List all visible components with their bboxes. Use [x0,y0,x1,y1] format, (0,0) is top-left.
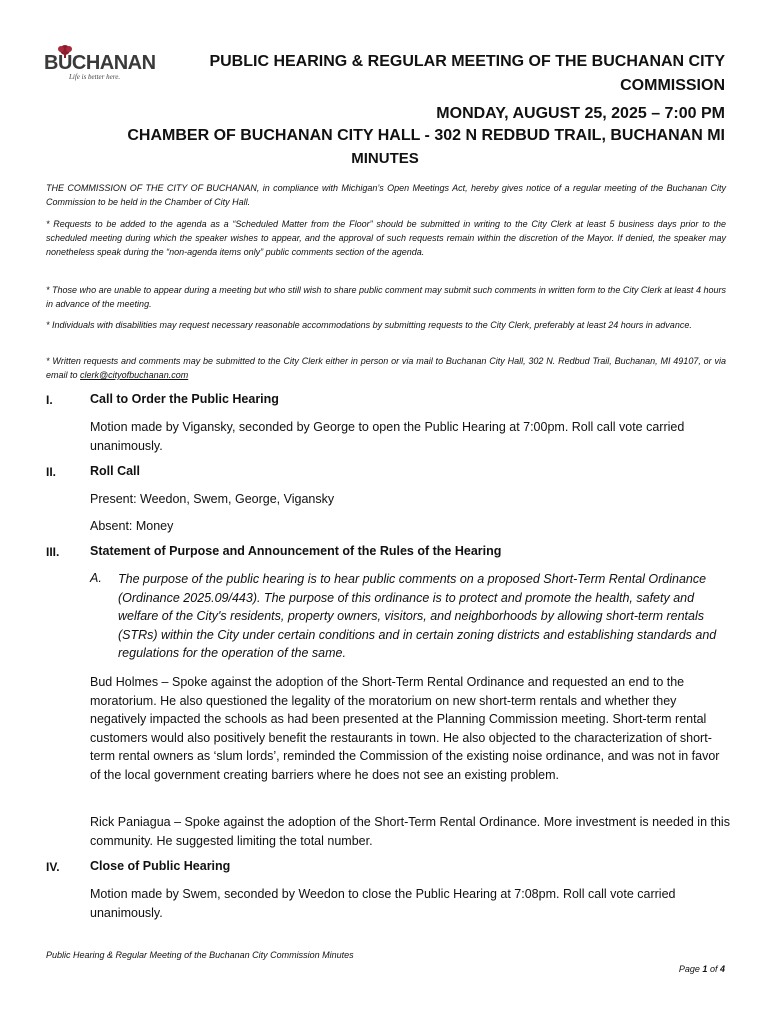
meeting-date: MONDAY, AUGUST 25, 2025 – 7:00 PM [436,105,725,122]
title-line-1: PUBLIC HEARING & REGULAR MEETING OF THE BUCHANAN CITY [209,53,725,70]
roll-call-absent: Absent: Money [90,519,174,533]
notice-accommodations: * Individuals with disabilities may request necessary reasonable accommodations by submitting requests to the City Clerk, preferably at least 24 hours in advance. [46,320,692,330]
logo-tagline: Life is better here. [69,73,121,81]
title-line-2: COMMISSION [620,77,725,94]
page-current: 1 [702,964,708,974]
section-1-text: Motion made by Vigansky, seconded by George to open the Public Hearing at 7:00pm. Roll call vote carried unanimously. [90,420,685,453]
public-comment-paniagua: Rick Paniagua – Spoke against the adoption of the Short-Term Rental Ordinance. More investment is needed in this community. He suggested limiting the total number. [90,815,730,848]
notice-submission-text: * Written requests and comments may be submitted to the City Clerk either in person or via mail to Buchanan City Hall, 302 N. Redbud Trail, Buchanan, MI 49107, or via email to [46,356,726,380]
section-4-title: Close of Public Hearing [90,859,231,873]
notice-agenda-requests: * Requests to be added to the agenda as a “Scheduled Matter from the Floor” should be submitted in writing to the City Clerk at least 5 business days prior to the scheduled meeting during which the speaker wishes to appear, and the approval of such requests remain within the discretion of the Mayor. If denied, the speaker may nonetheless speak during the “non-agenda items only” public comments section of the agenda. [46,219,726,257]
notice-submission [46,354,726,382]
footer-text: Public Hearing & Regular Meeting of the Buchanan City Commission Minutes [46,950,354,960]
roll-call-present: Present: Weedon, Swem, George, Vigansky [90,492,335,506]
page-of: of [709,964,718,974]
page-number [679,964,725,974]
section-3-title: Statement of Purpose and Announcement of the Rules of the Hearing [90,544,502,558]
section-1-title: Call to Order the Public Hearing [90,392,279,406]
notice-written-comment: * Those who are unable to appear during a meeting but who still wish to share public comment may submit such comments in written form to the City Clerk at least 4 hours in advance of the meeting. [46,285,726,309]
page-label: Page [678,964,700,974]
section-2-title: Roll Call [90,464,141,478]
subsection-a-letter: A. [90,571,102,585]
logo-wordmark: BUCHANAN [44,52,156,74]
section-1-number: I. [46,393,53,407]
clerk-email-link[interactable]: clerk@cityofbuchanan.com [80,370,189,380]
notice-open-meetings: THE COMMISSION OF THE CITY OF BUCHANAN, in compliance with Michigan’s Open Meetings Act, hereby gives notice of a regular meeting of the Buchanan City Commission to be held in the Chamber of City Hall. [46,183,726,207]
section-4-text: Motion made by Swem, seconded by Weedon to close the Public Hearing at 7:08pm. Roll call vote carried unanimously. [90,887,676,920]
meeting-location: CHAMBER OF BUCHANAN CITY HALL - 302 N REDBUD TRAIL, BUCHANAN MI [127,127,725,144]
minutes-heading: MINUTES [351,150,419,167]
page-total: 4 [719,964,725,974]
section-2-number: II. [46,465,57,479]
section-3-number: III. [46,545,60,559]
public-comment-holmes: Bud Holmes – Spoke against the adoption of the Short-Term Rental Ordinance and requested an end to the moratorium. He also questioned the legality of the moratorium on new short-term rentals and whether they negatively impacted the schools as had been presented at the Planning Commission meeting. Short-term rental customers would also positively benefit the restaurants in town. He also objected to the characterization of short-term rental owners as ‘slum lords’, reminded the Commission of the existing noise ordinance, and was not in favor of the local government creating barriers where he does not see an existing problem. [90,675,720,782]
buchanan-logo [42,44,156,84]
page-title [165,50,725,98]
subsection-a-text: The purpose of the public hearing is to hear public comments on a proposed Short-Term Rental Ordinance (Ordinance 2025.09/443). The purpose of this ordinance is to protect and promote the health, safety and welfare of the City's residents, property owners, visitors, and neighborhoods by allowing short-term rentals (STRs) within the City under certain conditions and in certain zoning districts and establishing standards and regulations for the operation of the same. [118,572,717,660]
section-4-number: IV. [46,860,60,874]
